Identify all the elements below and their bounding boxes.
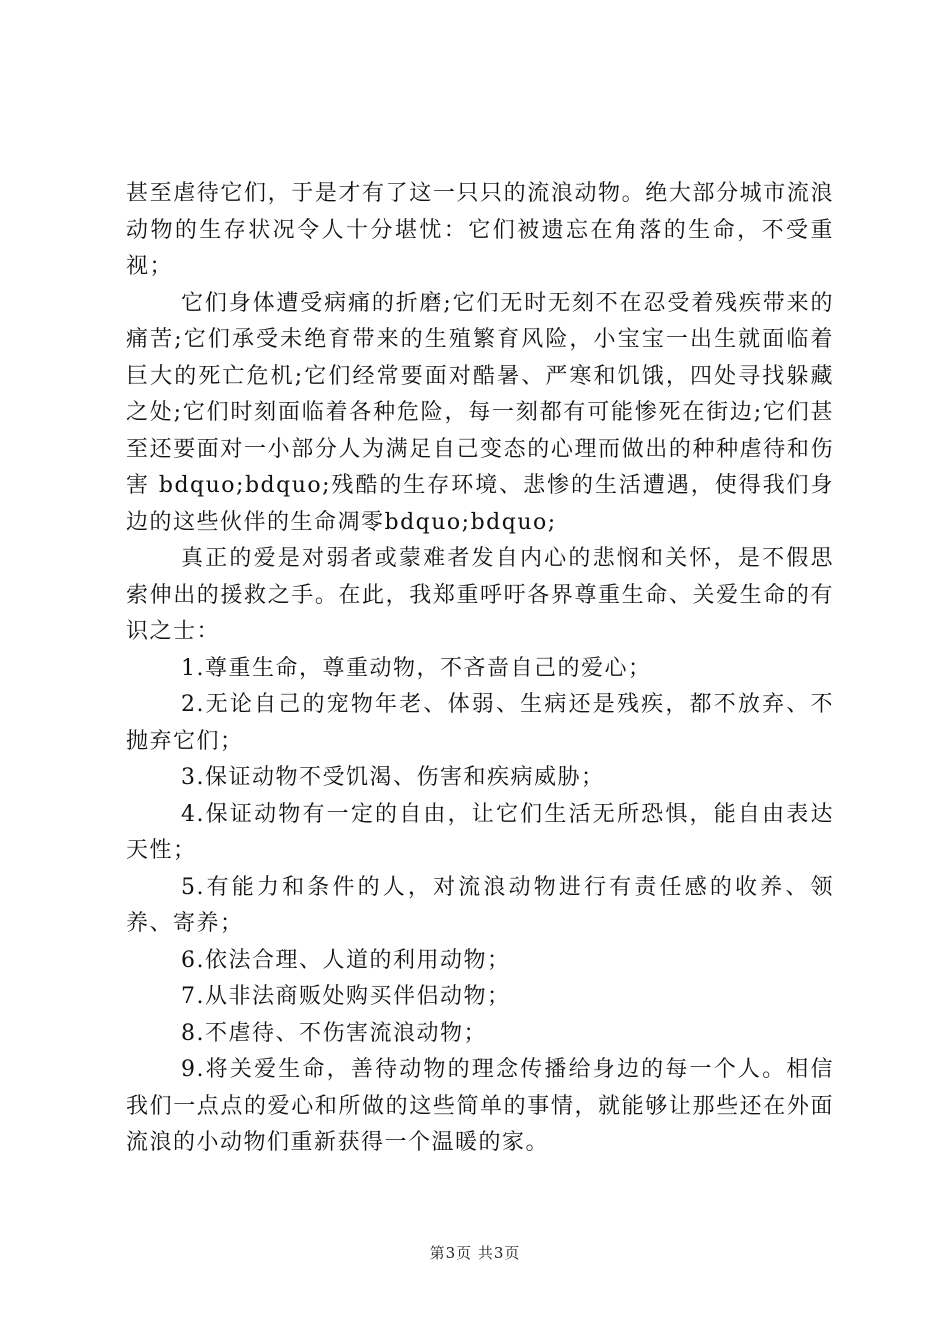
paragraph-appeal: 真正的爱是对弱者或蒙难者发自内心的悲悯和关怀，是不假思索伸出的援救之手。在此，我郑重呼吁各界尊重生命、关爱生命的有识之士： (126, 546, 834, 644)
list-item-3: 3.保证动物不受饥渴、伤害和疾病威胁； (181, 765, 605, 790)
document-body (126, 176, 834, 1162)
list-item-7: 7.从非法商贩处购买伴侣动物； (181, 984, 511, 1009)
list-item-9: 9.将关爱生命，善待动物的理念传播给身边的每一个人。相信我们一点点的爱心和所做的这些简单的事情，就能够让那些还在外面流浪的小动物们重新获得一个温暖的家。 (126, 1057, 834, 1155)
paragraph-continuation: 甚至虐待它们，于是才有了这一只只的流浪动物。绝大部分城市流浪动物的生存状况令人十分堪忧：它们被遗忘在角落的生命，不受重视； (126, 181, 834, 279)
list-item-1: 1.尊重生命，尊重动物，不吝啬自己的爱心； (181, 655, 652, 681)
list-item-8: 8.不虐待、不伤害流浪动物； (181, 1020, 487, 1046)
list-item-5: 5.有能力和条件的人，对流浪动物进行有责任感的收养、领养、寄养； (126, 874, 834, 936)
list-item-6: 6.依法合理、人道的利用动物； (181, 947, 511, 973)
list-item-2: 2.无论自己的宠物年老、体弱、生病还是残疾，都不放弃、不抛弃它们； (126, 692, 834, 754)
page-number-footer: 第3页 共3页 (429, 1244, 521, 1262)
list-item-4: 4.保证动物有一定的自由，让它们生活无所恐惧，能自由表达天性； (126, 801, 834, 863)
paragraph-suffering: 它们身体遭受病痛的折磨;它们无时无刻不在忍受着残疾带来的痛苦;它们承受未绝育带来的生殖繁育风险，小宝宝一出生就面临着巨大的死亡危机;它们经常要面对酷暑、严寒和饥饿，四处寻找躲藏之处;它们时刻面临着各种危险，每一刻都有可能惨死在街边;它们甚至还要面对一小部分人为满足自己变态的心理而做出的种种虐待和伤害 bdquo;bdquo;残酷的生存环境、悲惨的生活遭遇，使得我们身边的这些伙伴的生命凋零bdquo;bdquo; (126, 290, 834, 535)
